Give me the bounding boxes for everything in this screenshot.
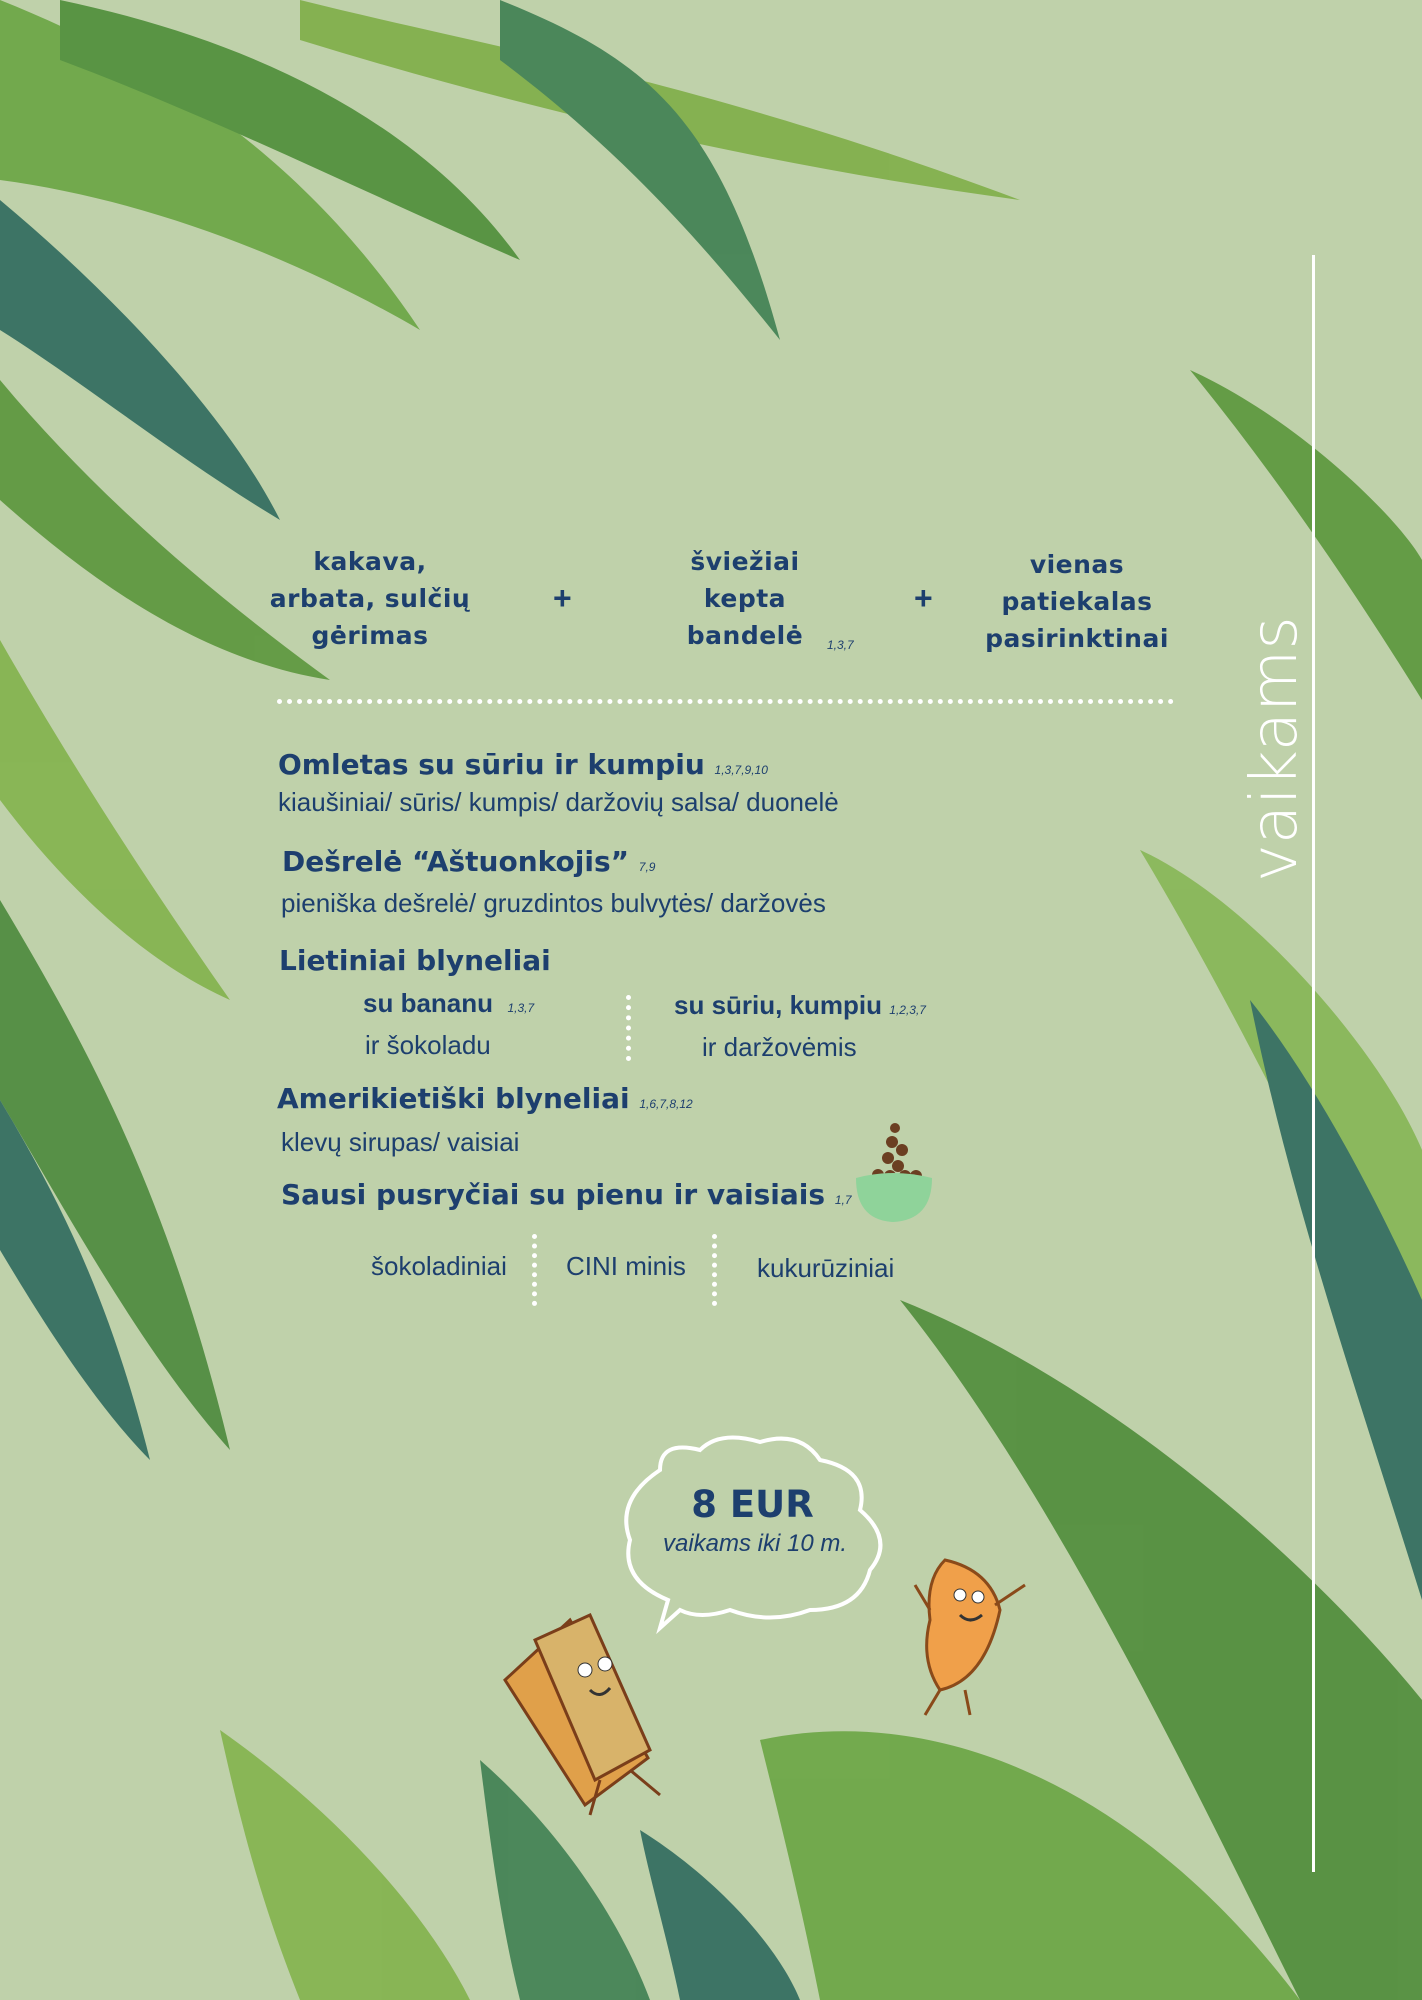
side-label: vaikams — [1238, 616, 1312, 882]
option — [674, 990, 926, 1021]
combo-line: pasirinktinai — [985, 624, 1169, 653]
combo-line: gėrimas — [311, 621, 429, 650]
combo-line: patiekalas — [1001, 587, 1153, 616]
menu-item-title — [281, 1178, 852, 1211]
menu-item-desc: kiaušiniai/ sūris/ kumpis/ daržovių salsa/ duonelė — [278, 787, 839, 817]
option — [363, 988, 534, 1019]
allergens: 1,6,7,8,12 — [639, 1097, 693, 1111]
option-desc: ir daržovėmis — [702, 1032, 857, 1062]
menu-item-title: Lietiniai blyneliai — [279, 944, 551, 977]
dotted-separator — [277, 699, 1174, 704]
combo-bun — [640, 543, 850, 654]
option-desc: ir šokoladu — [365, 1030, 491, 1060]
title-text: Amerikietiški blyneliai — [277, 1082, 630, 1115]
title-text: Sausi pusryčiai su pienu ir vaisiais — [281, 1178, 826, 1211]
combo-line: kakava, — [313, 547, 427, 576]
cereal-option: CINI minis — [566, 1251, 686, 1281]
allergens: 1,2,3,7 — [889, 1003, 926, 1017]
menu-item-title — [282, 845, 655, 878]
price: 8 EUR — [691, 1483, 814, 1526]
dotted-divider — [626, 995, 631, 1061]
vertical-divider-line — [1312, 255, 1315, 1872]
option-name: su sūriu, kumpiu — [674, 990, 883, 1020]
allergens: 1,3,7 — [827, 638, 854, 652]
menu-item-title — [278, 748, 768, 781]
menu-item-desc: pieniška dešrelė/ gruzdintos bulvytės/ daržovės — [281, 888, 826, 918]
menu-item-title — [277, 1082, 693, 1115]
allergens: 7,9 — [638, 860, 656, 874]
allergens: 1,3,7 — [507, 1001, 535, 1015]
dotted-divider — [712, 1234, 717, 1306]
combo-line: arbata, sulčių — [269, 584, 471, 613]
combo-line: kepta — [703, 584, 787, 613]
option-name: su bananu — [363, 988, 494, 1018]
dotted-divider — [532, 1234, 537, 1306]
cereal-option: šokoladiniai — [371, 1251, 507, 1281]
plus-sign: + — [553, 580, 572, 616]
price-note: vaikams iki 10 m. — [662, 1530, 848, 1557]
title-text: Omletas su sūriu ir kumpiu — [278, 748, 705, 781]
combo-drink — [250, 543, 490, 654]
menu-item-desc: klevų sirupas/ vaisiai — [281, 1127, 520, 1157]
combo-dish — [967, 546, 1187, 657]
plus-sign: + — [914, 580, 933, 616]
title-text: Dešrelė “Aštuonkojis” — [282, 845, 630, 878]
allergens: 1,3,7,9,10 — [714, 763, 768, 777]
cereal-option: kukurūziniai — [757, 1253, 895, 1283]
combo-line: vienas — [1029, 550, 1125, 579]
allergens: 1,7 — [834, 1193, 852, 1207]
combo-line: šviežiai — [690, 547, 800, 576]
combo-line: bandelė — [686, 621, 804, 650]
